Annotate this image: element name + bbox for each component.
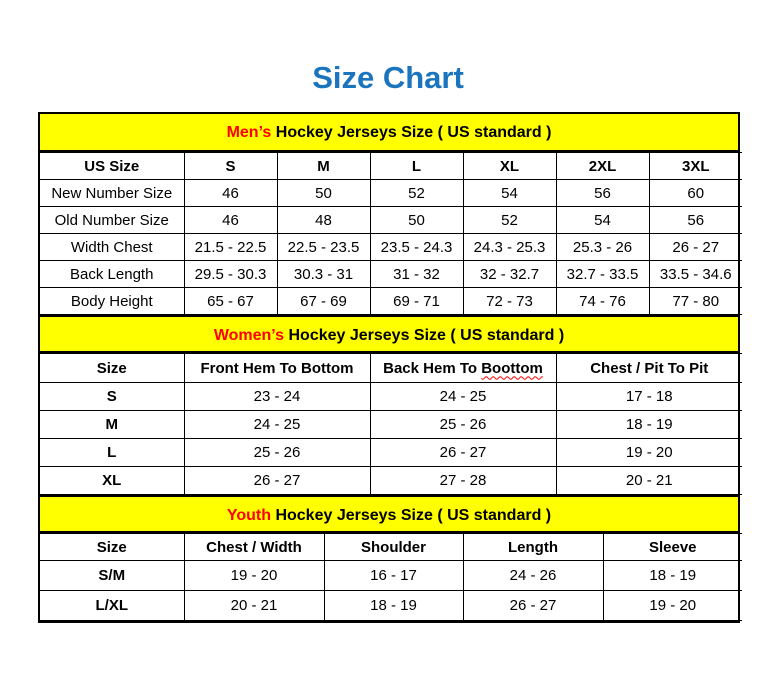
table-cell: 27 - 28 [370, 467, 556, 495]
table-cell: 32 - 32.7 [463, 261, 556, 288]
table-cell: 54 [556, 207, 649, 234]
table-cell: 23.5 - 24.3 [370, 234, 463, 261]
table-cell: 21.5 - 22.5 [184, 234, 277, 261]
row-label: Width Chest [40, 234, 184, 261]
table-cell: 33.5 - 34.6 [649, 261, 742, 288]
row-label: L [40, 439, 184, 467]
column-header-text: Back Hem To [383, 359, 482, 377]
column-header: 3XL [649, 153, 742, 180]
table-cell: 52 [463, 207, 556, 234]
mens-size-table [40, 152, 742, 315]
table-cell: 67 - 69 [277, 288, 370, 315]
youth-header-row [40, 534, 742, 561]
table-row [40, 467, 742, 495]
table-row [40, 207, 742, 234]
womens-header-row [40, 354, 742, 383]
column-header: Chest / Width [184, 534, 324, 561]
size-chart-table [38, 112, 740, 623]
table-cell: 25 - 26 [184, 439, 370, 467]
table-cell: 19 - 20 [184, 561, 324, 591]
table-cell: 60 [649, 180, 742, 207]
table-cell: 16 - 17 [324, 561, 463, 591]
banner-text-mens: Hockey Jerseys Size ( US standard ) [271, 124, 552, 141]
column-header: Shoulder [324, 534, 463, 561]
table-cell: 26 - 27 [463, 591, 603, 621]
column-header: Size [40, 354, 184, 383]
column-header: 2XL [556, 153, 649, 180]
table-cell: 18 - 19 [556, 411, 742, 439]
table-row [40, 591, 742, 621]
table-cell: 24 - 26 [463, 561, 603, 591]
table-cell: 18 - 19 [324, 591, 463, 621]
table-cell: 52 [370, 180, 463, 207]
table-cell: 46 [184, 180, 277, 207]
table-row [40, 561, 742, 591]
table-cell: 48 [277, 207, 370, 234]
section-banner-mens [40, 114, 738, 152]
table-cell: 19 - 20 [603, 591, 742, 621]
table-cell: 69 - 71 [370, 288, 463, 315]
table-cell: 25.3 - 26 [556, 234, 649, 261]
column-header: L [370, 153, 463, 180]
column-header: Chest / Pit To Pit [556, 354, 742, 383]
column-header: S [184, 153, 277, 180]
table-row [40, 288, 742, 315]
table-cell: 29.5 - 30.3 [184, 261, 277, 288]
womens-size-table [40, 353, 742, 495]
youth-size-table [40, 533, 742, 621]
table-cell: 20 - 21 [556, 467, 742, 495]
table-cell: 19 - 20 [556, 439, 742, 467]
mens-header-row [40, 153, 742, 180]
table-cell: 65 - 67 [184, 288, 277, 315]
table-cell: 77 - 80 [649, 288, 742, 315]
banner-highlight-mens: Men’s [226, 124, 272, 141]
table-cell: 56 [556, 180, 649, 207]
row-label: L/XL [40, 591, 184, 621]
table-row [40, 411, 742, 439]
banner-highlight-youth: Youth [226, 507, 271, 524]
table-cell: 18 - 19 [603, 561, 742, 591]
row-label: XL [40, 467, 184, 495]
banner-highlight-womens: Women’s [213, 327, 285, 344]
table-row [40, 234, 742, 261]
table-cell: 72 - 73 [463, 288, 556, 315]
table-cell: 22.5 - 23.5 [277, 234, 370, 261]
column-header: Front Hem To Bottom [184, 354, 370, 383]
table-cell: 26 - 27 [649, 234, 742, 261]
column-header: XL [463, 153, 556, 180]
table-cell: 46 [184, 207, 277, 234]
table-cell: 23 - 24 [184, 383, 370, 411]
table-cell: 24 - 25 [370, 383, 556, 411]
row-label: S/M [40, 561, 184, 591]
table-cell: 50 [277, 180, 370, 207]
table-cell: 25 - 26 [370, 411, 556, 439]
table-row [40, 383, 742, 411]
table-cell: 17 - 18 [556, 383, 742, 411]
table-cell: 24.3 - 25.3 [463, 234, 556, 261]
row-label: S [40, 383, 184, 411]
table-cell: 74 - 76 [556, 288, 649, 315]
column-header: Sleeve [603, 534, 742, 561]
row-label: Old Number Size [40, 207, 184, 234]
table-cell: 26 - 27 [370, 439, 556, 467]
table-cell: 30.3 - 31 [277, 261, 370, 288]
row-label: Back Length [40, 261, 184, 288]
table-cell: 56 [649, 207, 742, 234]
column-header: Size [40, 534, 184, 561]
table-row [40, 261, 742, 288]
table-cell: 54 [463, 180, 556, 207]
table-cell: 32.7 - 33.5 [556, 261, 649, 288]
table-cell: 26 - 27 [184, 467, 370, 495]
misspelled-word: Boottom [481, 359, 543, 377]
table-row [40, 180, 742, 207]
row-label: M [40, 411, 184, 439]
row-label: Body Height [40, 288, 184, 315]
section-banner-youth [40, 495, 738, 533]
table-cell: 50 [370, 207, 463, 234]
banner-text-youth: Hockey Jerseys Size ( US standard ) [271, 507, 552, 524]
column-header [370, 354, 556, 383]
table-cell: 31 - 32 [370, 261, 463, 288]
page-title: Size Chart [312, 60, 464, 95]
column-header: US Size [40, 153, 184, 180]
banner-text-womens: Hockey Jerseys Size ( US standard ) [284, 327, 565, 344]
table-cell: 20 - 21 [184, 591, 324, 621]
table-row [40, 439, 742, 467]
column-header: M [277, 153, 370, 180]
column-header: Length [463, 534, 603, 561]
table-cell: 24 - 25 [184, 411, 370, 439]
row-label: New Number Size [40, 180, 184, 207]
section-banner-womens [40, 315, 738, 353]
